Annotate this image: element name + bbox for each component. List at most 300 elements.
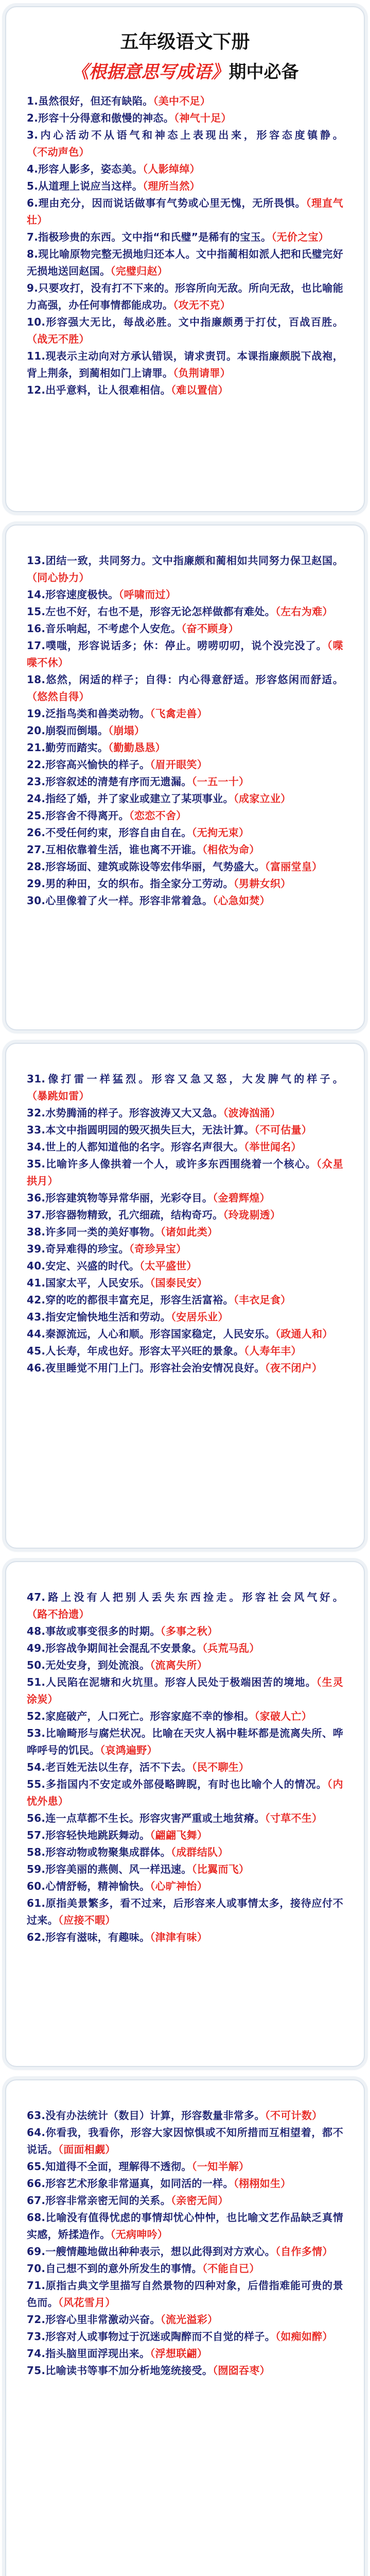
entry-answer: （同心协力） xyxy=(27,571,90,584)
idiom-entry xyxy=(27,790,343,807)
entry-answer: （男耕女织） xyxy=(233,877,291,890)
idiom-entry xyxy=(27,2158,343,2175)
entry-definition: 夜里睡觉不用门上门。形容社会治安情况良好。 xyxy=(45,1362,265,1374)
entry-number: 75. xyxy=(27,2364,46,2377)
idiom-entry xyxy=(27,637,343,671)
entry-number: 21. xyxy=(27,741,46,754)
idiom-entry xyxy=(27,603,343,620)
idiom-entry xyxy=(27,1861,343,1878)
entry-number: 7. xyxy=(27,231,39,243)
entry-definition: 形容建筑物等异常华丽，光彩夺目。 xyxy=(45,1192,213,1204)
entry-number: 22. xyxy=(27,758,46,771)
idiom-entry xyxy=(27,2209,343,2243)
entry-number: 16. xyxy=(27,622,46,635)
entry-number: 61. xyxy=(27,1897,46,1909)
entry-definition: 形容十分得意和傲慢的神态。 xyxy=(38,112,174,124)
entry-number: 27. xyxy=(27,843,46,856)
entry-answer: （风花雪月） xyxy=(58,2296,116,2309)
entry-definition: 本文中指圆明园的毁灭损失巨大，无法计算。 xyxy=(45,1124,255,1136)
idiom-entry xyxy=(27,1810,343,1827)
entry-number: 59. xyxy=(27,1863,46,1875)
entry-definition: 事故或事变很多的时期。 xyxy=(45,1625,161,1637)
idiom-entry xyxy=(27,246,343,280)
entry-number: 50. xyxy=(27,1659,46,1671)
entry-definition: 互相依靠着生活，谁也离不开谁。 xyxy=(45,843,202,856)
entry-answer: （浮想联翩） xyxy=(150,2347,208,2360)
idiom-entry xyxy=(27,1292,343,1309)
entry-definition: 形容轻快地跳跃舞动。 xyxy=(45,1829,150,1841)
entry-answer: （多事之秋） xyxy=(160,1625,218,1637)
entry-answer: （难以置信） xyxy=(170,384,228,396)
entry-number: 2. xyxy=(27,112,39,124)
idiom-entry xyxy=(27,1309,343,1326)
entry-number: 40. xyxy=(27,1260,46,1272)
entry-answer: （攻无不克） xyxy=(173,299,231,311)
idiom-entry xyxy=(27,229,343,246)
entry-definition: 没有办法统计（数目）计算，形容数量非常多。 xyxy=(45,2109,265,2122)
entry-definition: 家庭破产，人口死亡。形容家庭不幸的惨相。 xyxy=(45,1710,255,1722)
entry-number: 49. xyxy=(27,1642,46,1654)
entry-definition: 崩裂而倒塌。 xyxy=(45,724,109,737)
idiom-entry xyxy=(27,2192,343,2209)
entry-number: 65. xyxy=(27,2160,46,2173)
entry-answer: （人寿年丰） xyxy=(244,1345,302,1357)
entry-number: 35. xyxy=(27,1158,46,1170)
entry-number: 63. xyxy=(27,2109,46,2122)
entry-definition: 心情舒畅，精神愉快。 xyxy=(45,1880,150,1892)
idiom-entry xyxy=(27,1589,343,1623)
idiom-entry xyxy=(27,824,343,841)
entry-answer: （兵荒马乱） xyxy=(202,1642,260,1654)
entry-number: 71. xyxy=(27,2279,46,2292)
entry-number: 25. xyxy=(27,809,46,822)
page-title: 五年级语文下册 xyxy=(120,31,250,53)
subtitle-rest: 期中必备 xyxy=(228,62,299,82)
entry-definition: 形容人影多，姿态美。 xyxy=(38,163,143,175)
entry-definition: 形容非常亲密无间的关系。 xyxy=(45,2194,171,2207)
idiom-entry xyxy=(27,2175,343,2192)
entry-answer: （左右为难） xyxy=(275,605,333,618)
idiom-entry xyxy=(27,1827,343,1844)
entry-answer: （举世闻名） xyxy=(244,1141,302,1153)
idiom-entry xyxy=(27,858,343,875)
entry-definition: 许多同一类的美好事物。 xyxy=(45,1226,161,1238)
entry-answer: （栩栩如生） xyxy=(233,2177,291,2190)
entry-definition: 一艘情趣地做出种种表示，想以此得到对方欢心。 xyxy=(45,2245,275,2258)
entry-list xyxy=(27,1044,343,1377)
entry-definition: 形容动物或物聚集成群体。 xyxy=(45,1846,171,1858)
entry-number: 11. xyxy=(27,350,46,362)
page-subtitle xyxy=(27,59,343,86)
entry-number: 10. xyxy=(27,316,46,328)
idiom-entry xyxy=(27,705,343,722)
idiom-entry xyxy=(27,756,343,773)
entry-definition: 形容美丽的燕侧、风一样迅速。 xyxy=(45,1863,192,1875)
entry-definition: 形容战争期间社会混乱不安景象。 xyxy=(45,1642,202,1654)
entry-number: 28. xyxy=(27,860,46,873)
idiom-entry xyxy=(27,2243,343,2260)
entry-definition: 形容强大无比，每战必胜。文中指廉颇勇于打仗，百战百胜。 xyxy=(45,316,343,328)
entry-answer: （众星拱月） xyxy=(27,1158,344,1187)
entry-definition: 形容高兴愉快的样子。 xyxy=(45,758,150,771)
idiom-entry xyxy=(27,2362,343,2379)
entry-answer: （一知半解） xyxy=(191,2160,250,2173)
entry-definition: 只要攻打，没有打不下来的。形容所向无敌。所向无敌，也比喻能力高强，办任何事情都能成功。 xyxy=(27,282,343,311)
card-1 xyxy=(5,6,365,512)
entry-definition: 路上没有人把别人丢失东西捡走。形容社会风气好。 xyxy=(45,1591,343,1603)
entry-answer: （富丽堂皇） xyxy=(265,860,323,873)
idiom-entry xyxy=(27,280,343,314)
entry-definition: 比喻读书等事不加分析地笼统接受。 xyxy=(45,2364,213,2377)
entry-answer: （负荆请罪） xyxy=(173,367,231,379)
entry-definition: 国家太平，人民安乐。 xyxy=(45,1277,150,1289)
entry-number: 57. xyxy=(27,1829,46,1841)
entry-answer: （寸草不生） xyxy=(265,1812,323,1824)
idiom-entry xyxy=(27,1640,343,1657)
entry-answer: （不能自已） xyxy=(202,2262,260,2275)
entry-definition: 形容器物精致，孔穴细疏，结构奇巧。 xyxy=(45,1209,223,1221)
entry-answer: （飞禽走兽） xyxy=(150,707,208,720)
idiom-entry xyxy=(27,1895,343,1929)
entry-answer: （不动声色） xyxy=(27,146,90,158)
entry-definition: 虽然很好，但还有缺陷。 xyxy=(38,95,153,107)
entry-answer: （奋不顾身） xyxy=(181,622,239,635)
idiom-entry xyxy=(27,2260,343,2277)
entry-definition: 多指国内不安定或外部侵略睥睨，有时也比喻个人的情况。 xyxy=(45,1778,327,1790)
idiom-entry xyxy=(27,671,343,705)
entry-definition: 形容速度极快。 xyxy=(45,588,119,601)
entry-number: 53. xyxy=(27,1727,46,1739)
entry-definition: 原指古典文学里描写自然景物的四种对象，后借指难能可贵的景色而。 xyxy=(27,2279,343,2309)
idiom-entry xyxy=(27,1122,343,1139)
entry-number: 58. xyxy=(27,1846,46,1858)
entry-list xyxy=(27,1562,343,1946)
entry-definition: 知道得不全面，理解得不透彻。 xyxy=(45,2160,192,2173)
idiom-entry xyxy=(27,2311,343,2328)
entry-definition: 指安定愉快地生活和劳动。 xyxy=(45,1311,171,1323)
entry-number: 13. xyxy=(27,554,46,567)
idiom-entry xyxy=(27,620,343,637)
entry-answer: （内忧外患） xyxy=(27,1778,343,1807)
entry-answer: （亲密无间） xyxy=(170,2194,228,2207)
entry-number: 38. xyxy=(27,1226,46,1238)
entry-definition: 音乐响起，不考虑个人安危。 xyxy=(45,622,182,635)
idiom-entry xyxy=(27,1275,343,1292)
card-3 xyxy=(5,1043,365,1549)
subtitle-quote: 《根据意思写成语》 xyxy=(71,62,229,82)
entry-definition: 人民陷在泥塘和火坑里。形容人民处于极端困苦的境地。 xyxy=(45,1676,316,1688)
entry-answer: （诸如此类） xyxy=(160,1226,218,1238)
idiom-entry xyxy=(27,892,343,909)
entry-answer: （人影绰绰） xyxy=(143,163,200,175)
entry-answer: （心旷神怡） xyxy=(150,1880,208,1892)
entry-number: 60. xyxy=(27,1880,46,1892)
entry-answer: （玲珑剔透） xyxy=(223,1209,281,1221)
entry-answer: （流光溢彩） xyxy=(160,2313,218,2326)
idiom-entry xyxy=(27,1844,343,1861)
idiom-entry xyxy=(27,1360,343,1377)
entry-answer: （美中不足） xyxy=(153,95,211,107)
entry-number: 67. xyxy=(27,2194,46,2207)
entry-number: 46. xyxy=(27,1362,46,1374)
idiom-entry xyxy=(27,1224,343,1241)
entry-answer: （战无不胜） xyxy=(27,333,90,345)
entry-definition: 比喻畸形与腐烂状况。比喻在天灾人祸中鞋坏都是流离失所、哗哗呼号的饥民。 xyxy=(27,1727,343,1756)
entry-definition: 原指美景繁多，看不过来，后形容来人或事情太多，接待应付不过来。 xyxy=(27,1897,343,1926)
entry-list xyxy=(27,93,343,399)
entry-number: 5. xyxy=(27,180,39,192)
entry-answer: （哀鸿遍野） xyxy=(100,1744,157,1756)
idiom-entry xyxy=(27,1674,343,1708)
entry-answer: （不可计数） xyxy=(265,2109,323,2122)
entry-definition: 老百姓无法以生存，活不下去。 xyxy=(45,1761,192,1773)
entry-answer: （津津有味） xyxy=(150,1931,208,1943)
idiom-entry xyxy=(27,2328,343,2345)
entry-answer: （面面相觑） xyxy=(58,2143,116,2156)
idiom-entry xyxy=(27,1207,343,1224)
entry-number: 54. xyxy=(27,1761,46,1773)
entry-answer: （勤勤恳恳） xyxy=(108,741,166,754)
entry-answer: （悠然自得） xyxy=(27,690,90,703)
entry-definition: 形容艺术形象非常逼真，如同活的一样。 xyxy=(45,2177,234,2190)
entry-answer: （恋恋不舍） xyxy=(129,809,187,822)
idiom-entry xyxy=(27,1708,343,1725)
entry-definition: 奇异难得的珍宝。 xyxy=(45,1243,129,1255)
entry-definition: 人长寿，年成也好。形容太平兴旺的景象。 xyxy=(45,1345,244,1357)
entry-number: 6. xyxy=(27,197,39,209)
entry-answer: （太平盛世） xyxy=(139,1260,197,1272)
entry-definition: 左也不好，右也不是，形容无论怎样做都有难处。 xyxy=(45,605,275,618)
entry-number: 56. xyxy=(27,1812,46,1824)
idiom-entry xyxy=(27,807,343,824)
idiom-entry xyxy=(27,739,343,756)
entry-answer: （成家立业） xyxy=(233,792,291,805)
entry-number: 66. xyxy=(27,2177,46,2190)
idiom-entry xyxy=(27,1759,343,1776)
entry-number: 55. xyxy=(27,1778,46,1790)
idiom-entry xyxy=(27,127,343,161)
entry-number: 43. xyxy=(27,1311,46,1323)
entry-definition: 指头脑里面浮现出来。 xyxy=(45,2347,150,2360)
idiom-entry xyxy=(27,841,343,858)
entry-number: 23. xyxy=(27,775,46,788)
entry-definition: 秦源流远，人心和顺。形容国家稳定，人民安乐。 xyxy=(45,1328,275,1340)
entry-definition: 理由充分，因而说话做事有气势或心里无愧，无所畏惧。 xyxy=(38,197,306,209)
entry-answer: （成群结队） xyxy=(170,1846,228,1858)
entry-answer: （政通人和） xyxy=(275,1328,333,1340)
idiom-entry xyxy=(27,2277,343,2311)
entry-definition: 世上的人都知道他的名字。形容名声很大。 xyxy=(45,1141,244,1153)
entry-list xyxy=(27,526,343,909)
entry-answer: （夜不闭户） xyxy=(265,1362,323,1374)
entry-answer: （暴跳如雷） xyxy=(27,1090,90,1102)
entry-number: 18. xyxy=(27,673,46,686)
entry-answer: （比翼而飞） xyxy=(191,1863,250,1875)
idiom-entry xyxy=(27,93,343,110)
idiom-entry xyxy=(27,1105,343,1122)
entry-number: 1. xyxy=(27,95,39,107)
entry-answer: （生灵涂炭） xyxy=(27,1676,344,1705)
entry-answer: （呼啸而过） xyxy=(118,588,177,601)
entry-definition: 比喻没有值得忧虑的事情却忧心忡忡，也比喻文艺作品缺乏真情实感，矫揉造作。 xyxy=(27,2211,343,2241)
entry-answer: （理所当然） xyxy=(143,180,200,192)
idiom-entry xyxy=(27,195,343,229)
entry-number: 34. xyxy=(27,1141,46,1153)
entry-definition: 泛指鸟类和兽类动物。 xyxy=(45,707,150,720)
entry-number: 39. xyxy=(27,1243,46,1255)
entry-number: 51. xyxy=(27,1676,46,1688)
entry-number: 70. xyxy=(27,2262,46,2275)
idiom-entry xyxy=(27,314,343,348)
entry-answer: （不可估量） xyxy=(254,1124,312,1136)
entry-number: 31. xyxy=(27,1073,46,1085)
entry-answer: （眉开眼笑） xyxy=(150,758,208,771)
entry-definition: 内心活动不从语气和神态上表现出来，形容态度镇静。 xyxy=(38,129,343,141)
entry-number: 26. xyxy=(27,826,46,839)
entry-definition: 悠然，闲适的样子；自得：内心得意舒适。形容悠闲而舒适。 xyxy=(45,673,343,686)
entry-number: 36. xyxy=(27,1192,46,1204)
idiom-entry xyxy=(27,1623,343,1640)
entry-number: 68. xyxy=(27,2211,46,2224)
entry-number: 62. xyxy=(27,1931,46,1943)
entry-definition: 自己想不到的意外所发生的事情。 xyxy=(45,2262,202,2275)
entry-number: 20. xyxy=(27,724,46,737)
idiom-entry xyxy=(27,1776,343,1810)
entry-definition: 形容有滋味，有趣味。 xyxy=(45,1931,150,1943)
idiom-entry xyxy=(27,1725,343,1759)
entry-definition: 不受任何约束，形容自由自在。 xyxy=(45,826,192,839)
entry-answer: （囫囵吞枣） xyxy=(213,2364,270,2377)
entry-definition: 形容场面、建筑或陈设等宏伟华丽，气势盛大。 xyxy=(45,860,265,873)
entry-answer: （无病呻吟） xyxy=(110,2228,168,2241)
entry-answer: （心急如焚） xyxy=(213,894,270,907)
entry-number: 74. xyxy=(27,2347,46,2360)
entry-answer: （完璧归赵） xyxy=(110,265,168,277)
entry-number: 15. xyxy=(27,605,46,618)
entry-answer: （丰衣足食） xyxy=(233,1294,291,1306)
entry-number: 45. xyxy=(27,1345,46,1357)
entry-answer: （波涛汹涌） xyxy=(223,1107,281,1119)
entry-answer: （金碧辉煌） xyxy=(213,1192,270,1204)
entry-number: 44. xyxy=(27,1328,46,1340)
entry-number: 8. xyxy=(27,248,39,260)
entry-answer: （家破人亡） xyxy=(254,1710,312,1722)
entry-definition: 无处安身，到处流浪。 xyxy=(45,1659,150,1671)
entry-answer: （神气十足） xyxy=(174,112,232,124)
entry-number: 24. xyxy=(27,792,46,805)
idiom-entry xyxy=(27,773,343,790)
entry-answer: （流离失所） xyxy=(150,1659,208,1671)
idiom-entry xyxy=(27,178,343,195)
entry-answer: （无价之宝） xyxy=(271,231,329,243)
idiom-entry xyxy=(27,110,343,127)
entry-number: 12. xyxy=(27,384,46,396)
idiom-entry xyxy=(27,875,343,892)
entry-definition: 噗嗤，形容说话多；休：停止。唠唠叨叨，说个没完没了。 xyxy=(45,639,327,652)
entry-number: 4. xyxy=(27,163,39,175)
entry-definition: 比喻许多人像拱着一个人，或许多东西围绕着一个核心。 xyxy=(45,1158,316,1170)
entry-number: 73. xyxy=(27,2330,46,2343)
entry-definition: 指极珍贵的东西。文中指“和氏璧”是稀有的宝玉。 xyxy=(38,231,272,243)
card-2 xyxy=(5,524,365,1030)
entry-number: 19. xyxy=(27,707,46,720)
idiom-entry xyxy=(27,2107,343,2124)
idiom-entry xyxy=(27,1657,343,1674)
idiom-entry xyxy=(27,2345,343,2362)
idiom-entry xyxy=(27,1878,343,1895)
entry-number: 3. xyxy=(27,129,39,141)
entry-definition: 勤劳而踏实。 xyxy=(45,741,109,754)
entry-definition: 形容对人或事物过于沉迷或陶醉而不自觉的样子。 xyxy=(45,2330,275,2343)
entry-answer: （路不拾遗） xyxy=(27,1608,90,1620)
idiom-entry xyxy=(27,586,343,603)
idiom-entry xyxy=(27,348,343,382)
idiom-entry xyxy=(27,161,343,178)
entry-number: 47. xyxy=(27,1591,46,1603)
idiom-entry xyxy=(27,2124,343,2158)
idiom-entry xyxy=(27,382,343,399)
entry-number: 17. xyxy=(27,639,46,652)
entry-number: 41. xyxy=(27,1277,46,1289)
entry-definition: 你看我，我看你，形容大家因惊惧或不知所措而互相望着，都不说话。 xyxy=(27,2126,343,2156)
idiom-entry xyxy=(27,722,343,739)
entry-number: 30. xyxy=(27,894,46,907)
entry-definition: 安定、兴盛的时代。 xyxy=(45,1260,140,1272)
entry-definition: 男的种田，女的织布。指全家分工劳动。 xyxy=(45,877,234,890)
idiom-entry xyxy=(27,1326,343,1343)
entry-definition: 连一点草都不生长。形容灾害严重或土地贫瘠。 xyxy=(45,1812,265,1824)
idiom-entry xyxy=(27,1241,343,1258)
idiom-entry xyxy=(27,1343,343,1360)
entry-answer: （如痴如醉） xyxy=(275,2330,333,2343)
idiom-entry xyxy=(27,1929,343,1946)
entry-answer: （安居乐业） xyxy=(170,1311,228,1323)
entry-definition: 穿的吃的都很丰富充足，形容生活富裕。 xyxy=(45,1294,234,1306)
idiom-entry xyxy=(27,1139,343,1156)
entry-answer: （翩翩飞舞） xyxy=(150,1829,208,1841)
idiom-entry xyxy=(27,552,343,586)
entry-definition: 出乎意料，让人很难相信。 xyxy=(45,384,171,396)
entry-number: 32. xyxy=(27,1107,46,1119)
idiom-entry xyxy=(27,1190,343,1207)
entry-number: 69. xyxy=(27,2245,46,2258)
entry-number: 72. xyxy=(27,2313,46,2326)
entry-answer: （民不聊生） xyxy=(191,1761,250,1773)
entry-answer: （崩塌） xyxy=(108,724,145,737)
card-5 xyxy=(5,2079,365,2576)
entry-definition: 像打雷一样猛烈。形容又急又怒，大发脾气的样子。 xyxy=(45,1073,343,1085)
entry-answer: （应接不暇） xyxy=(58,1914,116,1926)
entry-answer: （奇珍异宝） xyxy=(129,1243,187,1255)
entry-number: 42. xyxy=(27,1294,46,1306)
entry-answer: （相依为命） xyxy=(202,843,260,856)
entry-number: 64. xyxy=(27,2126,46,2139)
entry-number: 37. xyxy=(27,1209,46,1221)
entry-definition: 现表示主动向对方承认错误，请求责罚。本课指廉颇脱下战袍，背上荆条，到蔺相如门上请罪。 xyxy=(27,350,343,379)
card-4 xyxy=(5,1561,365,2067)
entry-answer: （一五一十） xyxy=(191,775,250,788)
entry-definition: 指经了婚，并了家业或建立了某项事业。 xyxy=(45,792,234,805)
entry-number: 29. xyxy=(27,877,46,890)
entry-number: 52. xyxy=(27,1710,46,1722)
entry-number: 14. xyxy=(27,588,46,601)
entry-list xyxy=(27,2080,343,2379)
entry-definition: 心里像着了火一样。形容非常着急。 xyxy=(45,894,213,907)
entry-definition: 形容叙述的清楚有序而无遗漏。 xyxy=(45,775,192,788)
idiom-entry xyxy=(27,1071,343,1105)
entry-definition: 从道理上说应当这样。 xyxy=(38,180,143,192)
entry-definition: 团结一致，共同努力。文中指廉颇和蔺相如共同努力保卫赵国。 xyxy=(45,554,343,567)
